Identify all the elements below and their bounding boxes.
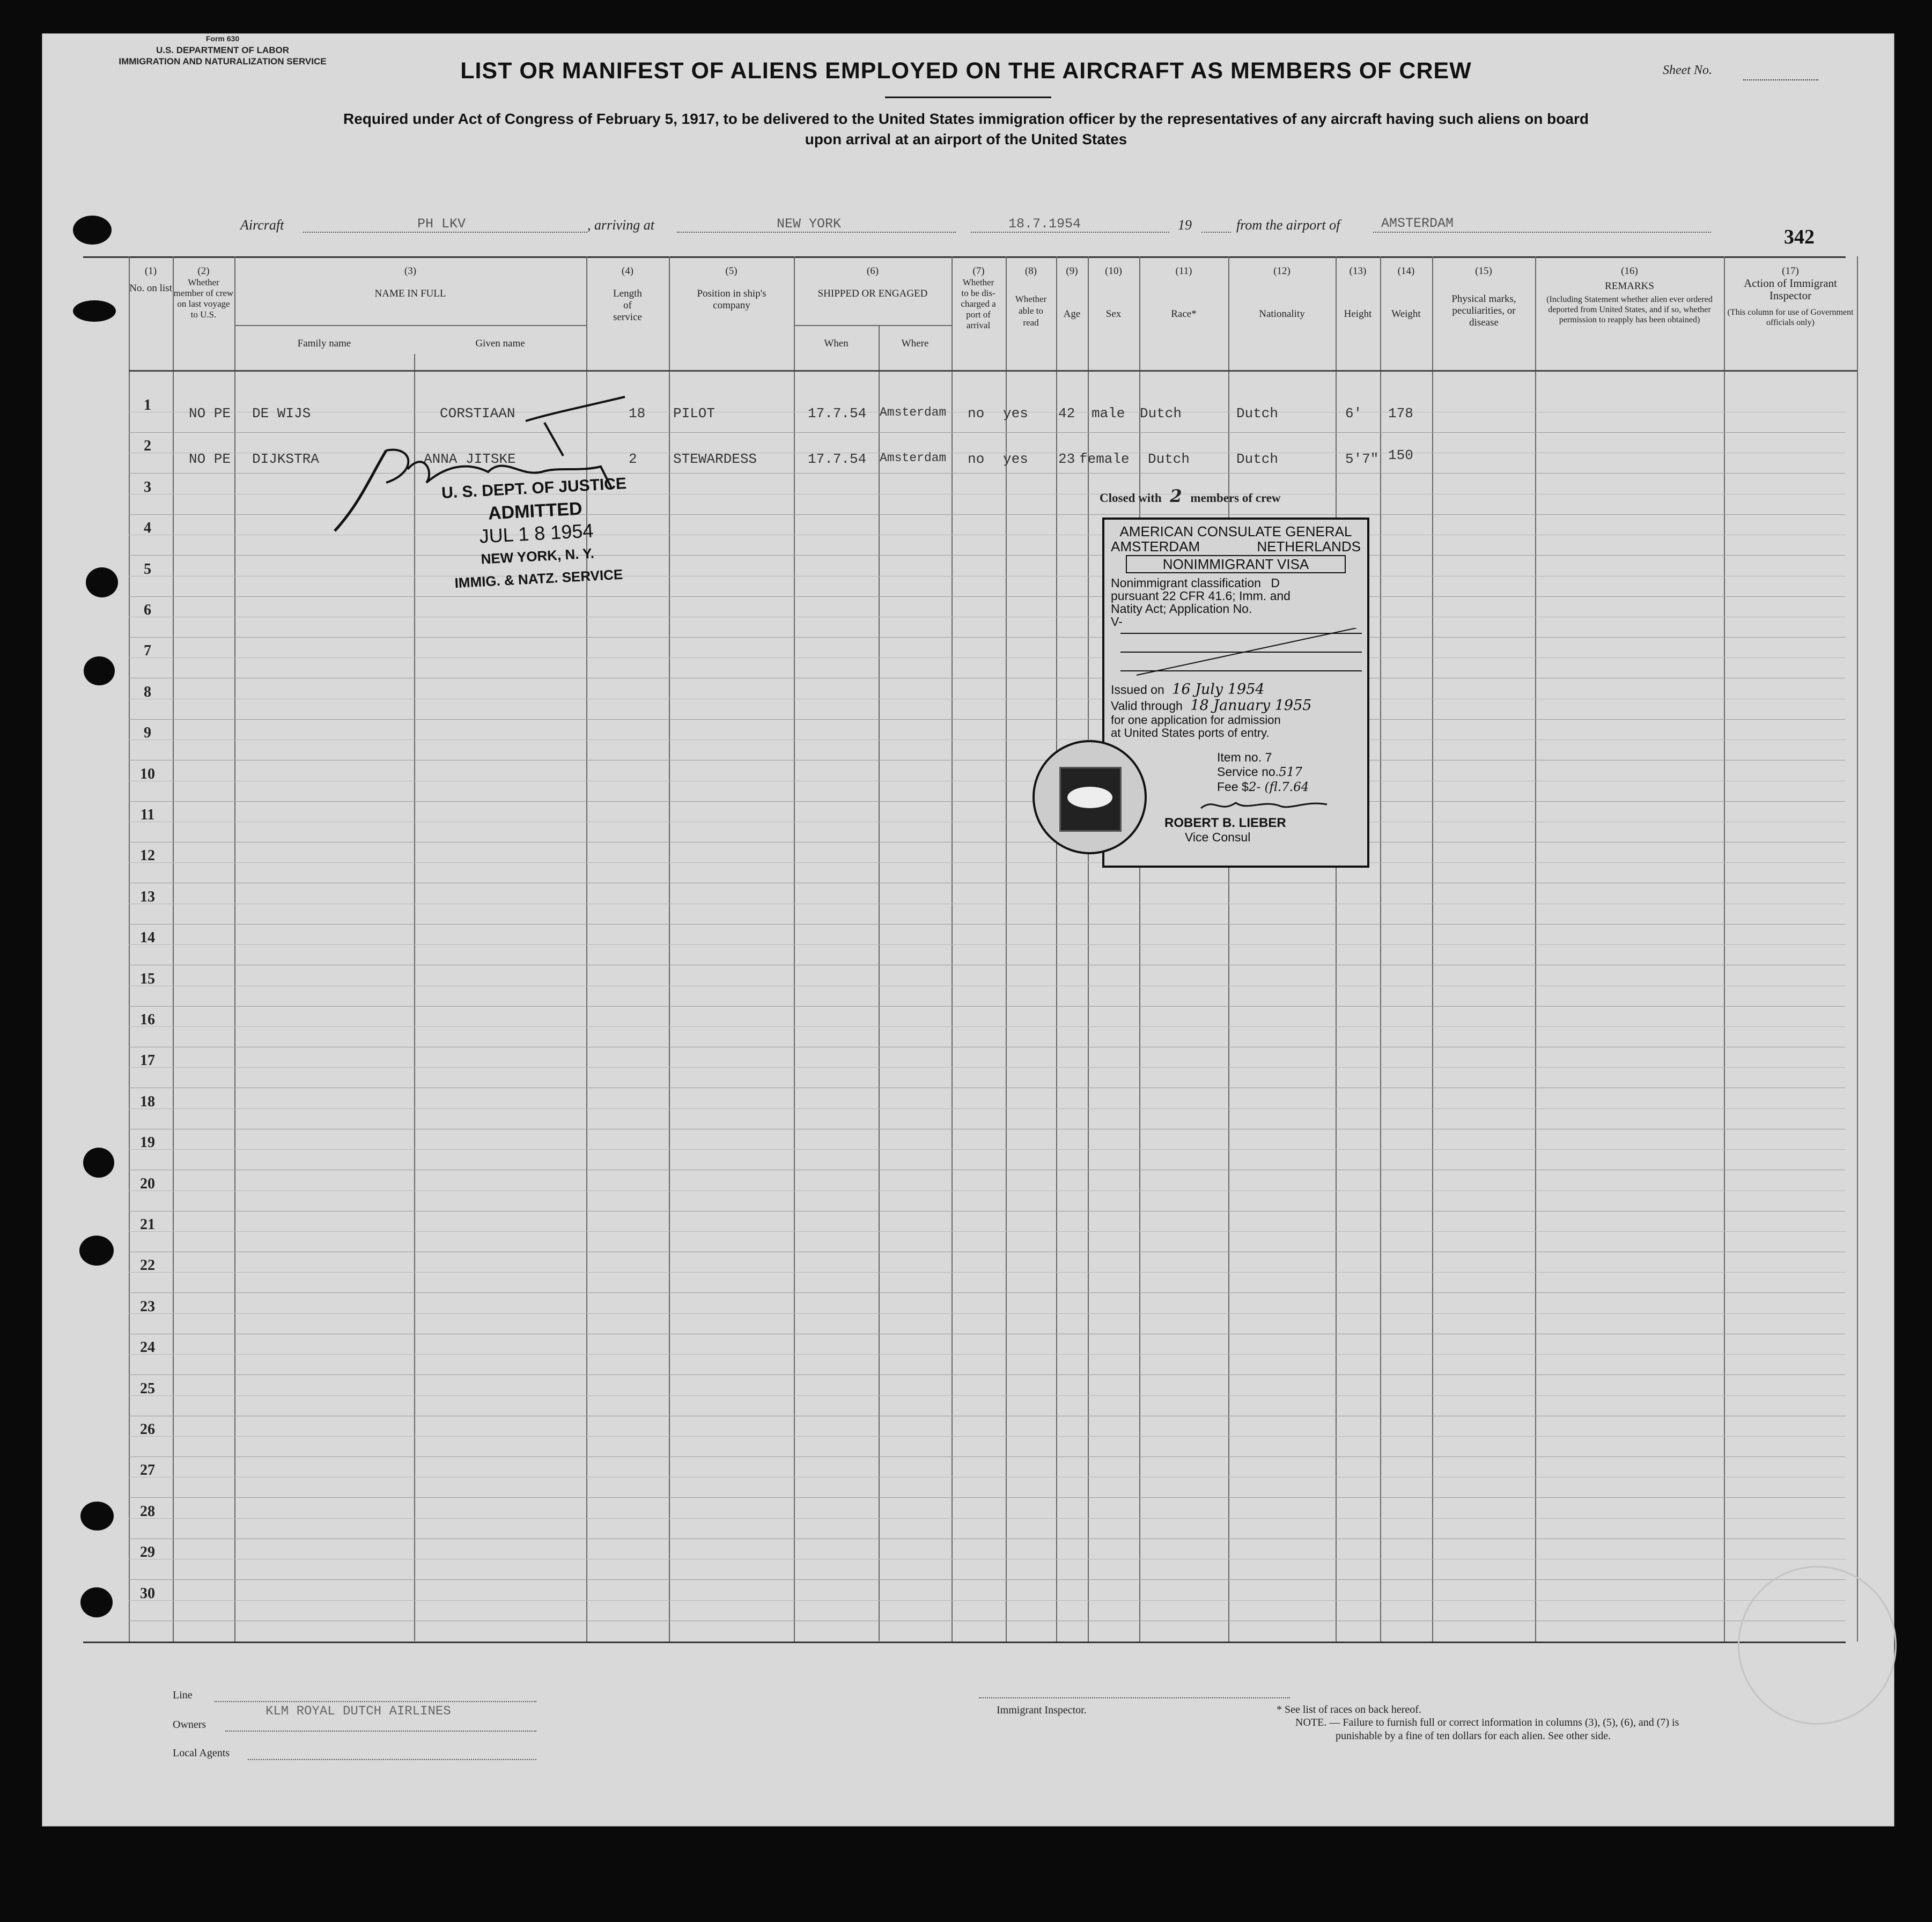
- row-subline: [129, 1395, 1845, 1396]
- consul-name: ROBERT B. LIEBER: [1164, 816, 1286, 830]
- punch-hole: [73, 216, 112, 245]
- year-line: [1201, 232, 1231, 233]
- row-number: 28: [140, 1503, 155, 1520]
- visa-city: AMSTERDAM: [1111, 538, 1200, 555]
- embossed-seal: [1738, 1566, 1897, 1725]
- col-divider: [1857, 256, 1858, 1642]
- row-number: 21: [140, 1216, 155, 1233]
- admitted-stamp: [440, 472, 633, 595]
- visa-issued: [1104, 682, 1367, 698]
- subtitle-line-1: Required under Act of Congress of February 5, 1917, to be delivered to the United States immigration officer by the representatives of any aircraft having such aliens on board: [343, 110, 1589, 127]
- col-4-header: (4) Length of service: [613, 265, 642, 323]
- row-2-discharged: no: [968, 451, 985, 467]
- row-separator: [129, 719, 1845, 720]
- col-11-header: (11) Race*: [1171, 265, 1197, 320]
- row-1-discharged: no: [968, 405, 985, 422]
- header-bottom-rule: [129, 370, 1857, 372]
- row-2-nationality: Dutch: [1236, 451, 1279, 467]
- row-separator: [129, 924, 1845, 925]
- row-number: 26: [140, 1421, 155, 1438]
- col-divider: [1228, 256, 1229, 1642]
- line-field: [215, 1701, 536, 1702]
- col-divider: [1432, 256, 1433, 1642]
- col-3-header: (3) NAME IN FULL: [374, 265, 446, 299]
- row-subline: [129, 1108, 1845, 1109]
- row-subline: [129, 944, 1845, 945]
- row-number: 4: [144, 520, 151, 537]
- row-1-position: PILOT: [673, 405, 716, 422]
- row-2-prev-voyage: NO PE: [189, 451, 231, 467]
- owners-value: KLM ROYAL DUTCH AIRLINES: [266, 1704, 451, 1719]
- department-name: U.S. DEPARTMENT OF LABOR: [156, 45, 290, 55]
- visa-service-value: 517: [1279, 765, 1302, 779]
- sheet-number-label: Sheet No.: [1663, 63, 1712, 77]
- row-number: 22: [140, 1257, 155, 1274]
- col-6-header: (6) SHIPPED OR ENGAGED: [817, 265, 928, 299]
- row-number: 10: [140, 765, 155, 782]
- visa-service: [1217, 765, 1367, 780]
- row-number: 11: [140, 807, 155, 823]
- visa-struck-lines: [1104, 628, 1367, 682]
- aircraft-value: PH LKV: [417, 216, 466, 232]
- row-separator: [129, 1292, 1845, 1293]
- row-number: 14: [140, 929, 155, 947]
- row-number: 23: [140, 1298, 155, 1315]
- local-agents-field: [248, 1759, 536, 1760]
- date-line: [971, 232, 1169, 233]
- row-subline: [129, 1231, 1845, 1232]
- row-2-length: 2: [629, 451, 637, 467]
- local-agents-label: Local Agents: [173, 1747, 230, 1759]
- col-13-header: (13) Height: [1344, 265, 1372, 320]
- visa-classification-code: D: [1271, 576, 1280, 590]
- page-number: 342: [1784, 226, 1815, 248]
- row-number: 24: [140, 1339, 155, 1356]
- row-1-family-name: DE WIJS: [252, 405, 311, 422]
- arriving-line: [677, 232, 956, 233]
- row-1-sex: male: [1092, 405, 1125, 422]
- visa-application-note: for one application for admission: [1111, 713, 1281, 727]
- col-6b-header: Where: [901, 338, 929, 349]
- visa-ports-note: at United States ports of entry.: [1111, 726, 1270, 740]
- row-2-where: Amsterdam: [880, 451, 947, 465]
- stamp-service: IMMIG. & NATZ. SERVICE: [454, 566, 623, 592]
- row-number: 12: [140, 847, 155, 864]
- col-divider: [794, 256, 795, 1642]
- col-divider: [173, 256, 174, 1642]
- col-10-header: (10) Sex: [1105, 265, 1122, 320]
- row-2-height: 5'7": [1345, 451, 1379, 467]
- date-value: 18.7.1954: [1008, 216, 1081, 232]
- row-2-family-name: DIJKSTRA: [252, 451, 319, 467]
- col-divider: [129, 256, 130, 1642]
- aircraft-line: [303, 232, 587, 233]
- col-5-header: (5) Position in ship's company: [697, 265, 766, 311]
- row-separator: [129, 1374, 1845, 1375]
- col-divider: [234, 256, 235, 1642]
- closed-with-note: [1100, 486, 1281, 506]
- row-1-where: Amsterdam: [880, 405, 947, 419]
- row-number: 1: [144, 397, 151, 413]
- visa-valid-value: 18 January 1955: [1190, 697, 1312, 714]
- row-number: 17: [140, 1052, 155, 1069]
- revenue-stamp-oval: [1067, 787, 1112, 808]
- col-divider: [414, 354, 415, 1641]
- row-subline: [129, 1600, 1845, 1601]
- year-label: 19: [1178, 217, 1192, 233]
- row-subline: [129, 1149, 1845, 1150]
- row-number: 13: [140, 888, 155, 905]
- owners-label: Owners: [173, 1719, 207, 1731]
- row-subline: [129, 1313, 1845, 1314]
- closed-with-count: 2: [1170, 486, 1182, 506]
- col-6a-header: When: [824, 338, 849, 349]
- immigrant-inspector-label: Immigrant Inspector.: [997, 1704, 1087, 1716]
- row-number: 16: [140, 1011, 155, 1028]
- visa-fee-value: 2- (fl.7.64: [1248, 780, 1309, 794]
- row-1-age: 42: [1058, 405, 1075, 422]
- visa-classification: [1104, 573, 1367, 589]
- arriving-value: NEW YORK: [777, 216, 842, 232]
- row-1-when: 17.7.54: [808, 405, 867, 422]
- visa-type: NONIMMIGRANT VISA: [1126, 555, 1346, 573]
- owners-field: [225, 1731, 536, 1732]
- row-subline: [129, 657, 1845, 658]
- visa-classification-label: Nonimmigrant classification: [1111, 576, 1261, 590]
- row-number: 8: [144, 683, 151, 700]
- row-1-length: 18: [629, 405, 646, 422]
- consul-title: Vice Consul: [1185, 830, 1251, 844]
- consul-signature: [1198, 795, 1332, 816]
- row-separator: [129, 1497, 1845, 1498]
- row-2-race: Dutch: [1148, 451, 1190, 467]
- col-16-header: (16) REMARKS (Including Statement whether alien ever ordered deported from United States, and if so, whether permission to reapply has been obtained): [1546, 265, 1713, 324]
- row-2-given-name: ANNA JITSKE: [424, 451, 516, 467]
- visa-valid: [1104, 698, 1367, 714]
- visa-country: NETHERLANDS: [1257, 538, 1361, 555]
- row-separator: [129, 555, 1845, 556]
- col-2-header: (2) Whether member of crew on last voyage to U.S.: [173, 265, 234, 320]
- arriving-label: , arriving at: [587, 217, 654, 233]
- col-divider: [952, 256, 953, 1642]
- visa-consulate: AMERICAN CONSULATE GENERAL: [1119, 523, 1352, 539]
- row-subline: [129, 1272, 1845, 1273]
- visa-service-label: Service no.: [1217, 765, 1279, 779]
- row-number: 15: [140, 970, 155, 987]
- col-15-header: (15) Physical marks, peculiarities, or disease: [1451, 265, 1516, 328]
- col-divider: [1380, 256, 1381, 1642]
- inspector-signature-line: [979, 1697, 1290, 1698]
- service-name: IMMIGRATION AND NATURALIZATION SERVICE: [119, 56, 327, 66]
- penalty-note-line-1: NOTE. — Failure to furnish full or correct information in columns (3), (5), (6), and (7) is: [1295, 1717, 1679, 1728]
- row-number: 2: [144, 438, 151, 455]
- row-number: 7: [144, 642, 151, 660]
- row-separator: [129, 637, 1845, 638]
- col-divider: [1139, 256, 1140, 1642]
- row-number: 30: [140, 1585, 155, 1602]
- col-14-header: (14) Weight: [1391, 265, 1421, 320]
- visa-issued-label: Issued on: [1111, 683, 1164, 697]
- col-3a-header: Family name: [297, 338, 351, 349]
- row-subline: [129, 1067, 1845, 1068]
- row-number: 6: [144, 602, 151, 618]
- row-2-weight: 150: [1388, 447, 1413, 463]
- subtitle-line-2: upon arrival at an airport of the United States: [805, 131, 1127, 147]
- visa-application: Natity Act; Application No.: [1111, 602, 1252, 616]
- name-header-rule: [234, 325, 586, 326]
- row-separator: [129, 801, 1845, 802]
- visa-item-number: Item no. 7: [1217, 750, 1272, 764]
- row-subline: [129, 1354, 1845, 1355]
- shipped-header-rule: [794, 325, 952, 326]
- stamp-dept: U. S. DEPT. OF JUSTICE: [441, 475, 627, 502]
- row-1-height: 6': [1345, 405, 1362, 422]
- row-2-age: 23: [1058, 451, 1075, 467]
- row-1-weight: 178: [1388, 405, 1413, 422]
- races-footnote: * See list of races on back hereof.: [1277, 1704, 1421, 1716]
- closed-with-label: Closed with: [1100, 491, 1162, 505]
- row-number: 20: [140, 1175, 155, 1192]
- row-subline: [129, 1026, 1845, 1027]
- col-divider: [1724, 256, 1725, 1642]
- row-number: 18: [140, 1093, 155, 1110]
- visa-regulation: pursuant 22 CFR 41.6; Imm. and: [1111, 589, 1291, 603]
- row-number: 25: [140, 1380, 155, 1397]
- row-number: 5: [144, 560, 151, 578]
- line-label: Line: [173, 1689, 193, 1701]
- row-1-read: yes: [1003, 405, 1028, 422]
- col-9-header: (9) Age: [1063, 265, 1081, 320]
- page-subtitle: [177, 109, 1755, 150]
- row-1-race: Dutch: [1140, 405, 1182, 422]
- visa-valid-label: Valid through: [1111, 699, 1183, 713]
- row-separator: [129, 1579, 1845, 1580]
- col-7-header: (7) Whether to be dis-charged a port of arrival: [961, 265, 996, 330]
- col-divider: [879, 326, 880, 1641]
- aircraft-label: Aircraft: [240, 217, 284, 233]
- visa-number: V-: [1111, 615, 1123, 629]
- consular-seal: [1033, 740, 1147, 854]
- from-airport-line: [1373, 232, 1711, 233]
- col-1-header: (1) No. on list: [129, 265, 172, 294]
- col-12-header: (12) Nationality: [1259, 265, 1305, 320]
- stamp-admitted: ADMITTED: [488, 498, 583, 524]
- row-separator: [129, 596, 1845, 597]
- page-title: LIST OR MANIFEST OF ALIENS EMPLOYED ON THE AIRCRAFT AS MEMBERS OF CREW: [460, 58, 1472, 84]
- row-number: 3: [144, 478, 151, 496]
- row-separator: [129, 1006, 1845, 1007]
- stamp-city: NEW YORK, N. Y.: [480, 545, 595, 567]
- col-divider: [1056, 256, 1057, 1642]
- visa-issued-value: 16 July 1954: [1172, 681, 1265, 698]
- row-subline: [129, 1518, 1845, 1519]
- row-number: 27: [140, 1462, 155, 1479]
- title-underline: [885, 97, 1051, 98]
- col-divider: [1535, 256, 1536, 1642]
- row-1-given-name: CORSTIAAN: [440, 405, 515, 422]
- col-8-header: (8) Whether able to read: [1015, 265, 1047, 328]
- row-2-read: yes: [1003, 451, 1028, 467]
- visa-location: [1104, 539, 1367, 554]
- visa-fee-label: Fee $: [1217, 780, 1249, 794]
- row-subline: [129, 1436, 1845, 1437]
- fee-revenue-stamp: [1059, 767, 1122, 832]
- row-2-sex: female: [1079, 451, 1130, 467]
- row-number: 9: [144, 725, 151, 742]
- from-airport-value: AMSTERDAM: [1381, 216, 1454, 231]
- row-2-position: STEWARDESS: [673, 451, 757, 467]
- row-2-when: 17.7.54: [808, 451, 867, 467]
- visa-fee: [1217, 780, 1367, 795]
- closed-with-suffix: members of crew: [1190, 491, 1281, 505]
- row-number: 19: [140, 1134, 155, 1151]
- row-number: 29: [140, 1544, 155, 1561]
- col-divider: [1336, 256, 1337, 1642]
- row-1-nationality: Dutch: [1236, 405, 1279, 422]
- row-1-prev-voyage: NO PE: [189, 405, 231, 422]
- col-17-header: (17) Action of Immigrant Inspector (This column for use of Government officials only): [1727, 265, 1854, 327]
- from-airport-label: from the airport of: [1236, 217, 1340, 233]
- col-3b-header: Given name: [475, 338, 525, 349]
- stamp-date: JUL 1 8 1954: [478, 519, 594, 548]
- row-subline: [129, 862, 1845, 863]
- penalty-note-line-2: punishable by a fine of ten dollars for each alien. See other side.: [1336, 1730, 1611, 1742]
- form-number: Form 630: [205, 34, 240, 43]
